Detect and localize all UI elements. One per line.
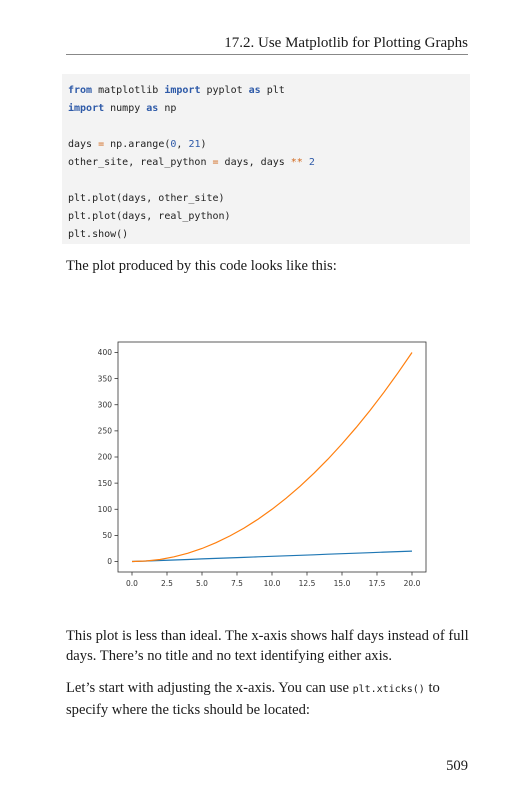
plot-frame — [118, 342, 426, 572]
paragraph-3-text-end: to specify where the ticks should be located: — [66, 680, 440, 718]
code-token: = — [98, 139, 105, 150]
code-token: days, days — [218, 157, 291, 168]
y-tick-label: 100 — [97, 504, 112, 514]
code-token: = — [212, 157, 219, 168]
paragraph-2: This plot is less than ideal. The x-axis shows half days instead of full days. There’s no title and no text identifying either axis. — [66, 628, 469, 664]
x-tick-label: 7.5 — [231, 579, 243, 588]
code-token: as — [248, 85, 261, 96]
running-header: 17.2. Use Matplotlib for Plotting Graphs — [224, 35, 468, 51]
code-token: other_site, real_python — [68, 157, 213, 168]
code-token: np.arange( — [104, 139, 171, 150]
code-token: as — [146, 103, 159, 114]
y-axis-ticks — [98, 348, 118, 566]
x-tick-label: 15.0 — [333, 579, 351, 588]
paragraph-3 — [66, 678, 470, 720]
series-lines — [132, 353, 412, 562]
code-token: ** — [290, 157, 303, 168]
x-tick-label: 10.0 — [263, 579, 281, 588]
x-tick-label: 12.5 — [298, 579, 316, 588]
x-tick-label: 20.0 — [403, 579, 421, 588]
inline-code: plt.xticks() — [352, 684, 425, 695]
code-token: 21 — [188, 139, 201, 150]
code-token: ) — [200, 139, 207, 150]
x-tick-label: 5.0 — [196, 579, 208, 588]
y-tick-label: 350 — [97, 374, 112, 384]
code-token: , — [176, 139, 189, 150]
code-token: 0 — [170, 139, 177, 150]
series-line — [132, 353, 412, 562]
paragraph-3-text-start: Let’s start with adjusting the x-axis. You can use — [66, 680, 353, 696]
y-tick-label: 0 — [107, 557, 112, 567]
y-tick-label: 150 — [97, 478, 112, 488]
code-token: plt — [260, 85, 285, 96]
code-token: plt.plot(days, real_python) — [68, 211, 231, 222]
code-token: plt.plot(days, other_site) — [68, 193, 225, 204]
code-token: 2 — [308, 157, 315, 168]
code-token: matplotlib — [92, 85, 165, 96]
code-token: plt.show() — [68, 229, 129, 240]
x-axis-ticks — [126, 572, 421, 588]
page-number: 509 — [446, 758, 468, 774]
x-tick-label: 0.0 — [126, 579, 138, 588]
y-tick-label: 200 — [97, 452, 112, 462]
intro-paragraph: The plot produced by this code looks like this: — [66, 258, 337, 274]
code-token: import — [68, 103, 105, 114]
code-token: np — [158, 103, 177, 114]
x-tick-label: 17.5 — [368, 579, 386, 588]
code-token: from — [68, 85, 93, 96]
x-tick-label: 2.5 — [161, 579, 173, 588]
code-token: import — [164, 85, 201, 96]
code-token: days — [68, 139, 99, 150]
code-token: numpy — [104, 103, 147, 114]
y-tick-label: 50 — [102, 531, 112, 541]
y-tick-label: 300 — [97, 400, 112, 410]
y-tick-label: 250 — [97, 426, 112, 436]
code-token: pyplot — [200, 85, 249, 96]
y-tick-label: 400 — [97, 348, 112, 358]
